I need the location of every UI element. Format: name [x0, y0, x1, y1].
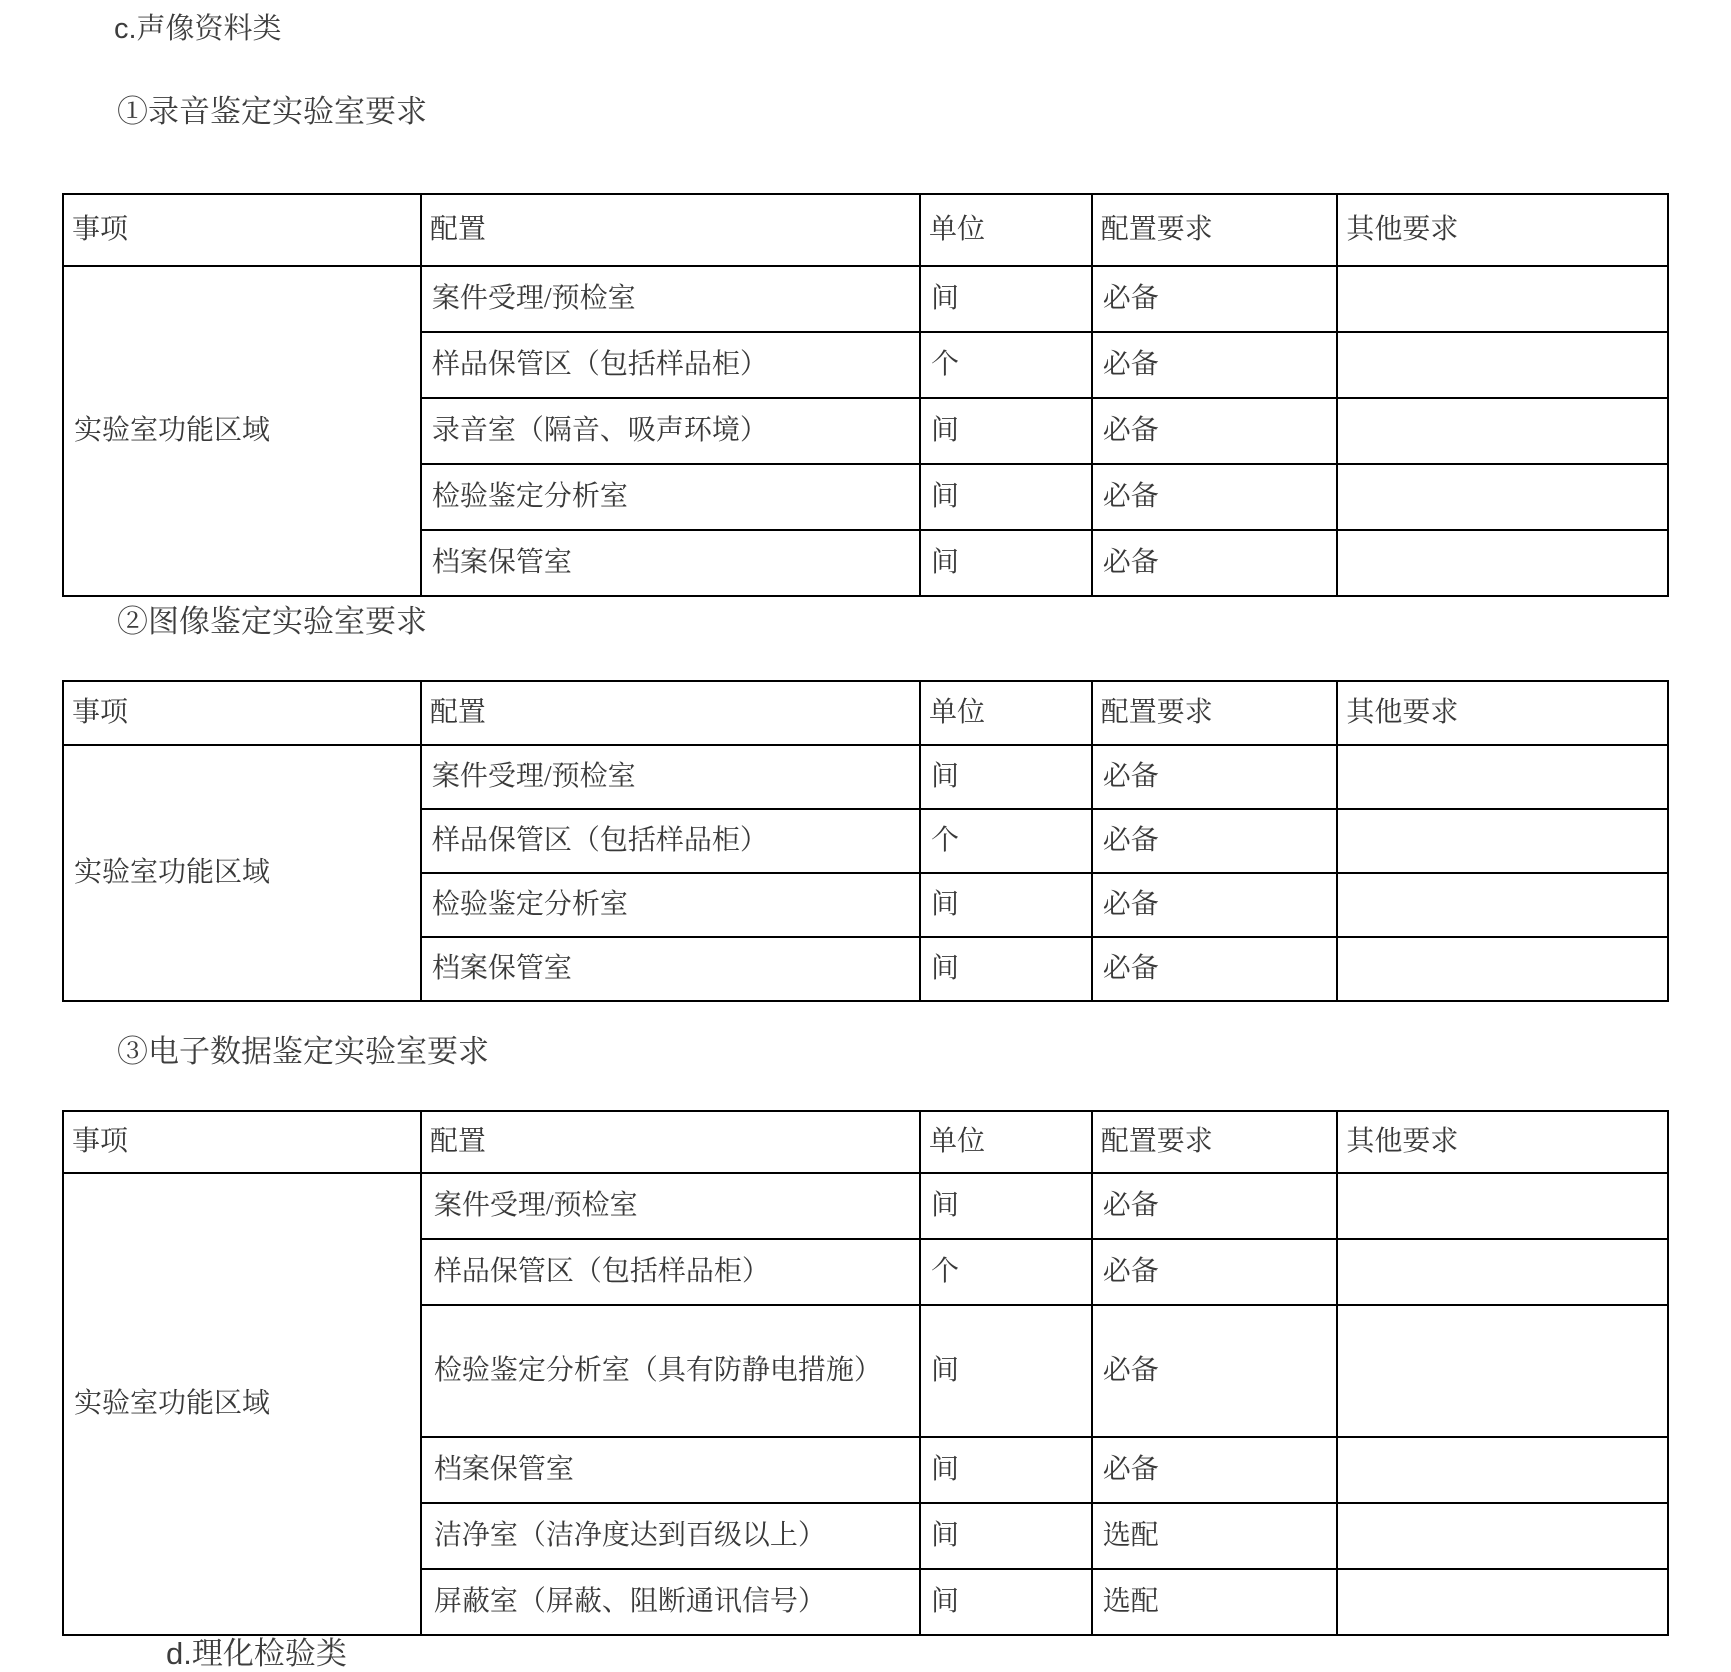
cell-config: 样品保管区（包括样品柜）	[421, 332, 920, 398]
electronic-data-lab-requirements-table	[62, 1110, 1669, 1636]
image-lab-requirements-table	[62, 680, 1669, 1002]
column-header: 其他要求	[1337, 1111, 1668, 1173]
cell-requirement: 选配	[1092, 1569, 1338, 1635]
cell-other	[1337, 1239, 1668, 1305]
column-header: 配置要求	[1092, 194, 1338, 266]
cell-config: 屏蔽室（屏蔽、阻断通讯信号）	[421, 1569, 920, 1635]
cell-other	[1337, 1437, 1668, 1503]
cell-unit: 个	[920, 332, 1092, 398]
cell-item-label: 实验室功能区域	[63, 1173, 421, 1635]
category-heading: c.声像资料类	[114, 13, 282, 45]
cell-config: 案件受理/预检室	[421, 1173, 920, 1239]
cell-config: 录音室（隔音、吸声环境）	[421, 398, 920, 464]
column-header: 配置	[421, 681, 920, 745]
cell-unit: 间	[920, 530, 1092, 596]
cell-requirement: 必备	[1092, 1173, 1338, 1239]
column-header: 事项	[63, 1111, 421, 1173]
cell-requirement: 必备	[1092, 464, 1338, 530]
cell-other	[1337, 1569, 1668, 1635]
column-header: 配置要求	[1092, 681, 1338, 745]
cell-requirement: 必备	[1092, 745, 1338, 809]
cell-requirement: 必备	[1092, 1437, 1338, 1503]
cell-item-label: 实验室功能区域	[63, 266, 421, 596]
column-header: 事项	[63, 194, 421, 266]
cell-unit: 间	[920, 1437, 1092, 1503]
column-header: 配置	[421, 1111, 920, 1173]
cell-unit: 个	[920, 1239, 1092, 1305]
cell-config: 档案保管室	[421, 1437, 920, 1503]
table-row	[63, 266, 1668, 332]
cell-unit: 间	[920, 398, 1092, 464]
cell-other	[1337, 464, 1668, 530]
header-row	[63, 681, 1668, 745]
cell-config: 检验鉴定分析室（具有防静电措施）	[421, 1305, 920, 1437]
cell-other	[1337, 809, 1668, 873]
cell-unit: 间	[920, 266, 1092, 332]
cell-requirement: 必备	[1092, 398, 1338, 464]
cell-other	[1337, 266, 1668, 332]
cell-requirement: 必备	[1092, 937, 1338, 1001]
cell-requirement: 选配	[1092, 1503, 1338, 1569]
table-row	[63, 745, 1668, 809]
cell-unit: 间	[920, 1305, 1092, 1437]
table-body	[63, 745, 1668, 1001]
cell-other	[1337, 530, 1668, 596]
table-header	[63, 1111, 1668, 1173]
cell-unit: 间	[920, 1569, 1092, 1635]
cell-config: 样品保管区（包括样品柜）	[421, 1239, 920, 1305]
cell-other	[1337, 1173, 1668, 1239]
section-heading-audio-lab: ①录音鉴定实验室要求	[117, 94, 427, 129]
table-body	[63, 1173, 1668, 1635]
cell-other	[1337, 1305, 1668, 1437]
cell-config: 洁净室（洁净度达到百级以上）	[421, 1503, 920, 1569]
table-header	[63, 681, 1668, 745]
cell-requirement: 必备	[1092, 1239, 1338, 1305]
cell-requirement: 必备	[1092, 1305, 1338, 1437]
cell-unit: 间	[920, 1503, 1092, 1569]
column-header: 其他要求	[1337, 194, 1668, 266]
table-row	[63, 1173, 1668, 1239]
cell-config: 档案保管室	[421, 530, 920, 596]
cell-requirement: 必备	[1092, 809, 1338, 873]
audio-lab-requirements-table	[62, 193, 1669, 597]
cell-config: 样品保管区（包括样品柜）	[421, 809, 920, 873]
cell-other	[1337, 873, 1668, 937]
column-header: 单位	[920, 194, 1092, 266]
cell-unit: 间	[920, 1173, 1092, 1239]
header-row	[63, 194, 1668, 266]
section-heading-edata-lab: ③电子数据鉴定实验室要求	[117, 1034, 489, 1069]
cell-other	[1337, 398, 1668, 464]
column-header: 其他要求	[1337, 681, 1668, 745]
cell-requirement: 必备	[1092, 873, 1338, 937]
cell-unit: 间	[920, 464, 1092, 530]
cell-unit: 间	[920, 937, 1092, 1001]
cell-requirement: 必备	[1092, 332, 1338, 398]
column-header: 配置要求	[1092, 1111, 1338, 1173]
column-header: 单位	[920, 681, 1092, 745]
column-header: 事项	[63, 681, 421, 745]
cell-config: 档案保管室	[421, 937, 920, 1001]
cell-unit: 个	[920, 809, 1092, 873]
cell-unit: 间	[920, 873, 1092, 937]
cell-other	[1337, 745, 1668, 809]
cell-other	[1337, 332, 1668, 398]
cell-requirement: 必备	[1092, 530, 1338, 596]
cell-config: 检验鉴定分析室	[421, 873, 920, 937]
cell-config: 检验鉴定分析室	[421, 464, 920, 530]
cell-unit: 间	[920, 745, 1092, 809]
table-body	[63, 266, 1668, 596]
cell-other	[1337, 937, 1668, 1001]
table-header	[63, 194, 1668, 266]
column-header: 配置	[421, 194, 920, 266]
next-section-heading-partial	[166, 1636, 347, 1671]
cell-requirement: 必备	[1092, 266, 1338, 332]
cell-item-label: 实验室功能区域	[63, 745, 421, 1001]
cell-other	[1337, 1503, 1668, 1569]
column-header: 单位	[920, 1111, 1092, 1173]
header-row	[63, 1111, 1668, 1173]
section-heading-image-lab: ②图像鉴定实验室要求	[117, 604, 427, 639]
cell-config: 案件受理/预检室	[421, 745, 920, 809]
next-section-heading-text: d.理化检验类	[166, 1636, 347, 1671]
cell-config: 案件受理/预检室	[421, 266, 920, 332]
